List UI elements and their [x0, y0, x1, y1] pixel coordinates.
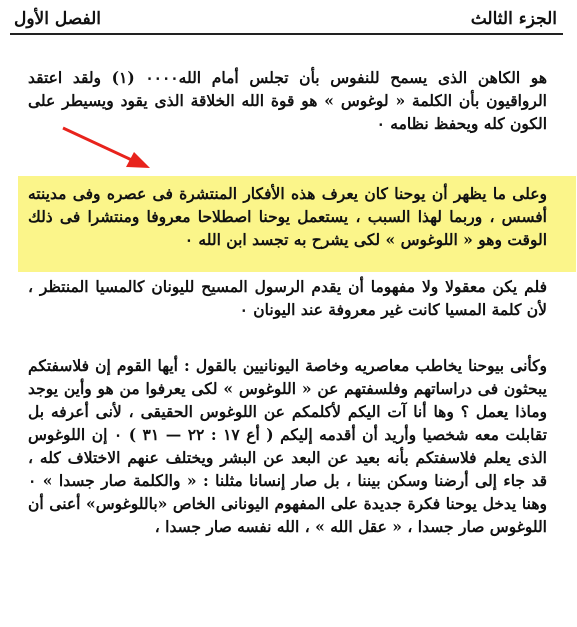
header-part-title: الجزء الثالث [470, 9, 557, 29]
paragraph-3: فلم يكن معقولا ولا مفهوما أن يقدم الرسول المسيح لليونان كالمسيا المنتظر ، لأن كلمة المسيا كانت غير معروفة عند اليونان ٠ [28, 277, 547, 319]
paragraph-4: وكأنى بيوحنا يخاطب معاصريه وخاصة اليونانيين بالقول : أيها القوم إن فلاسفتكم يبحثون فى دراساتهم وفلسفتهم عن « اللوغوس » لكى يعرفوا من هو وأين يوجد وماذا يعمل ؟ وها أنا آت اليكم لأكلمكم عن اللوغوس الحقيقى ، لأنى أعرفه بل تقابلت معه شخصيا وأريد أن أقدمه إليكم ( أع ١٧ : ٢٢ — ٣١ ) ٠ إن اللوغوس الذى يعلم فلاسفتكم بأنه بعيد عن البعد عن البشر ويختلف عنهم الاختلاف كله ، قد جاء إلى أرضنا وسكن بيننا ، بل صار إنسانا مثلنا : « والكلمة صار جسدا » ٠ وهنا يدخل يوحنا فكرة جديدة على المفهوم اليونانى الخاص «باللوغوس» أعنى أن اللوغوس صار جسدا ، « عقل الله » ، الله نفسه صار جسدا ، [28, 356, 548, 536]
paragraph-1: هو الكاهن الذى يسمح للنفوس بأن تجلس أمام الله٠٠٠٠ (١) ولقد اعتقد الرواقيون بأن الكلمة « لوغوس » هو قوة الله الخلاقة الذى يقود ويسيطر على الكون كله ويحفظ نظامه ٠ [28, 68, 547, 133]
header-chapter-title: الفصل الأول [14, 9, 102, 29]
paragraph-2-highlighted: وعلى ما يظهر أن يوحنا كان يعرف هذه الأفكار المنتشرة فى عصره وفى مدينته أفسس ، وربما لهذا السبب ، يستعمل يوحنا اصطلاحا معروفا ومنتشرا فى ذلك الوقت وهو « اللوغوس » لكى يشرح به تجسد ابن الله ٠ [28, 184, 547, 249]
